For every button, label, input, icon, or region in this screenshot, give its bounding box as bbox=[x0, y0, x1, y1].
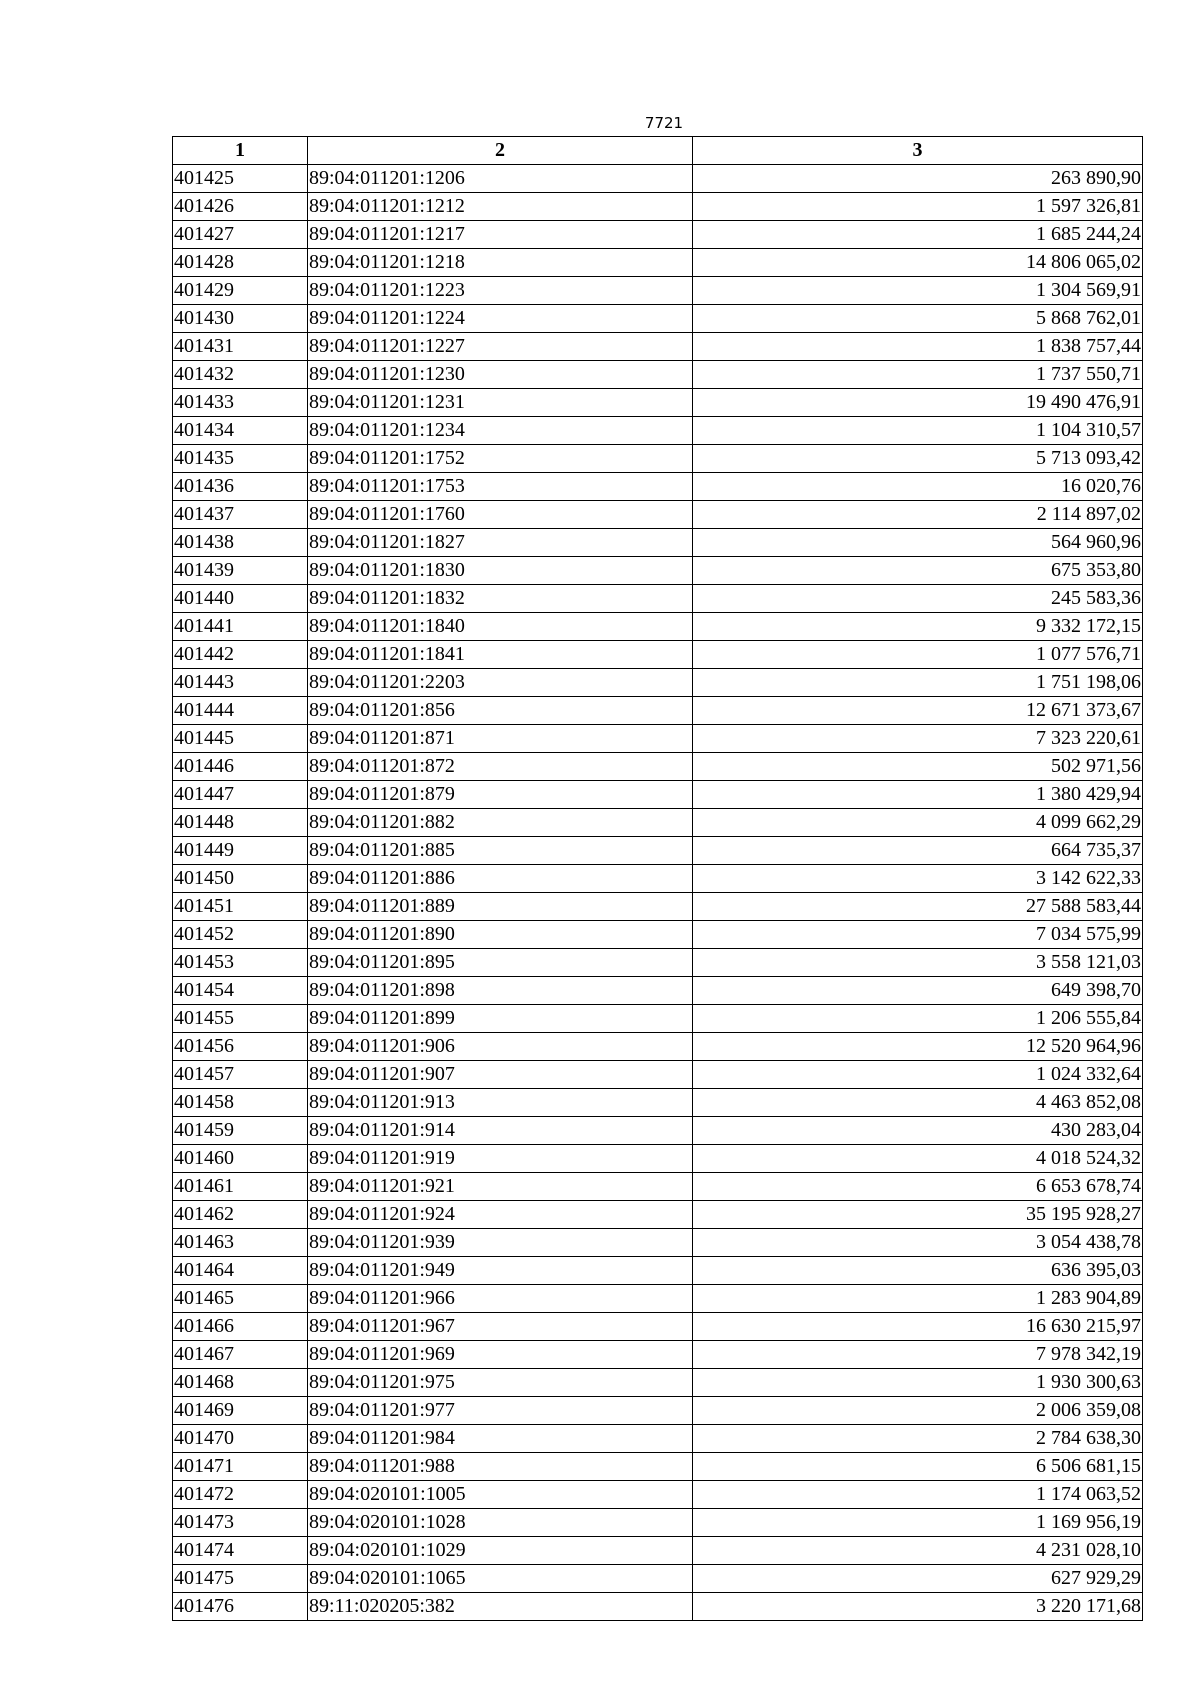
value-cell: 3 558 121,03 bbox=[693, 949, 1143, 977]
cadastral-number-cell: 89:04:011201:1840 bbox=[308, 613, 693, 641]
row-number-cell: 401460 bbox=[173, 1145, 308, 1173]
row-number-cell: 401450 bbox=[173, 865, 308, 893]
row-number-cell: 401436 bbox=[173, 473, 308, 501]
table-row bbox=[173, 473, 1143, 501]
row-number-cell: 401470 bbox=[173, 1425, 308, 1453]
row-number-cell: 401466 bbox=[173, 1313, 308, 1341]
cadastral-number-cell: 89:04:011201:1218 bbox=[308, 249, 693, 277]
table-row bbox=[173, 1425, 1143, 1453]
cadastral-number-cell: 89:04:011201:921 bbox=[308, 1173, 693, 1201]
value-cell: 1 685 244,24 bbox=[693, 221, 1143, 249]
row-number-cell: 401454 bbox=[173, 977, 308, 1005]
value-cell: 1 838 757,44 bbox=[693, 333, 1143, 361]
value-cell: 27 588 583,44 bbox=[693, 893, 1143, 921]
value-cell: 12 671 373,67 bbox=[693, 697, 1143, 725]
row-number-cell: 401444 bbox=[173, 697, 308, 725]
value-cell: 2 006 359,08 bbox=[693, 1397, 1143, 1425]
cadastral-number-cell: 89:04:011201:1234 bbox=[308, 417, 693, 445]
table-row bbox=[173, 1285, 1143, 1313]
value-cell: 2 114 897,02 bbox=[693, 501, 1143, 529]
table-header-row bbox=[173, 137, 1143, 165]
page-number: 7721 bbox=[644, 114, 684, 132]
cadastral-number-cell: 89:04:011201:1217 bbox=[308, 221, 693, 249]
row-number-cell: 401456 bbox=[173, 1033, 308, 1061]
row-number-cell: 401462 bbox=[173, 1201, 308, 1229]
cadastral-number-cell: 89:04:011201:924 bbox=[308, 1201, 693, 1229]
row-number-cell: 401468 bbox=[173, 1369, 308, 1397]
value-cell: 7 323 220,61 bbox=[693, 725, 1143, 753]
row-number-cell: 401476 bbox=[173, 1593, 308, 1621]
cadastral-number-cell: 89:04:011201:1752 bbox=[308, 445, 693, 473]
row-number-cell: 401442 bbox=[173, 641, 308, 669]
value-cell: 12 520 964,96 bbox=[693, 1033, 1143, 1061]
table-row bbox=[173, 1033, 1143, 1061]
cadastral-number-cell: 89:04:011201:1223 bbox=[308, 277, 693, 305]
row-number-cell: 401461 bbox=[173, 1173, 308, 1201]
value-cell: 675 353,80 bbox=[693, 557, 1143, 585]
cadastral-number-cell: 89:04:011201:969 bbox=[308, 1341, 693, 1369]
row-number-cell: 401437 bbox=[173, 501, 308, 529]
cadastral-number-cell: 89:11:020205:382 bbox=[308, 1593, 693, 1621]
table-row bbox=[173, 1061, 1143, 1089]
row-number-cell: 401473 bbox=[173, 1509, 308, 1537]
value-cell: 1 930 300,63 bbox=[693, 1369, 1143, 1397]
row-number-cell: 401431 bbox=[173, 333, 308, 361]
table-row bbox=[173, 753, 1143, 781]
value-cell: 627 929,29 bbox=[693, 1565, 1143, 1593]
row-number-cell: 401447 bbox=[173, 781, 308, 809]
table-row bbox=[173, 1145, 1143, 1173]
row-number-cell: 401439 bbox=[173, 557, 308, 585]
table-row bbox=[173, 277, 1143, 305]
value-cell: 4 018 524,32 bbox=[693, 1145, 1143, 1173]
row-number-cell: 401427 bbox=[173, 221, 308, 249]
row-number-cell: 401445 bbox=[173, 725, 308, 753]
table-row bbox=[173, 1593, 1143, 1621]
value-cell: 4 463 852,08 bbox=[693, 1089, 1143, 1117]
value-cell: 1 024 332,64 bbox=[693, 1061, 1143, 1089]
table-row bbox=[173, 1257, 1143, 1285]
row-number-cell: 401472 bbox=[173, 1481, 308, 1509]
row-number-cell: 401440 bbox=[173, 585, 308, 613]
cadastral-number-cell: 89:04:011201:856 bbox=[308, 697, 693, 725]
cadastral-number-cell: 89:04:011201:1224 bbox=[308, 305, 693, 333]
row-number-cell: 401443 bbox=[173, 669, 308, 697]
value-cell: 1 283 904,89 bbox=[693, 1285, 1143, 1313]
cadastral-number-cell: 89:04:011201:1760 bbox=[308, 501, 693, 529]
row-number-cell: 401430 bbox=[173, 305, 308, 333]
value-cell: 1 174 063,52 bbox=[693, 1481, 1143, 1509]
row-number-cell: 401455 bbox=[173, 1005, 308, 1033]
value-cell: 1 304 569,91 bbox=[693, 277, 1143, 305]
value-cell: 1 380 429,94 bbox=[693, 781, 1143, 809]
table-row bbox=[173, 641, 1143, 669]
cadastral-number-cell: 89:04:011201:1832 bbox=[308, 585, 693, 613]
row-number-cell: 401452 bbox=[173, 921, 308, 949]
cadastral-number-cell: 89:04:011201:879 bbox=[308, 781, 693, 809]
cadastral-number-cell: 89:04:011201:886 bbox=[308, 865, 693, 893]
cadastral-number-cell: 89:04:011201:898 bbox=[308, 977, 693, 1005]
row-number-cell: 401441 bbox=[173, 613, 308, 641]
cadastral-number-cell: 89:04:011201:919 bbox=[308, 1145, 693, 1173]
table-row bbox=[173, 1117, 1143, 1145]
value-cell: 664 735,37 bbox=[693, 837, 1143, 865]
value-cell: 14 806 065,02 bbox=[693, 249, 1143, 277]
row-number-cell: 401471 bbox=[173, 1453, 308, 1481]
value-cell: 6 506 681,15 bbox=[693, 1453, 1143, 1481]
row-number-cell: 401457 bbox=[173, 1061, 308, 1089]
row-number-cell: 401448 bbox=[173, 809, 308, 837]
value-cell: 19 490 476,91 bbox=[693, 389, 1143, 417]
table-row bbox=[173, 585, 1143, 613]
table-row bbox=[173, 1341, 1143, 1369]
cadastral-number-cell: 89:04:011201:1231 bbox=[308, 389, 693, 417]
table-row bbox=[173, 697, 1143, 725]
cadastral-number-cell: 89:04:020101:1028 bbox=[308, 1509, 693, 1537]
table-row bbox=[173, 1537, 1143, 1565]
cadastral-number-cell: 89:04:011201:885 bbox=[308, 837, 693, 865]
cadastral-number-cell: 89:04:020101:1005 bbox=[308, 1481, 693, 1509]
cadastral-number-cell: 89:04:011201:907 bbox=[308, 1061, 693, 1089]
value-cell: 9 332 172,15 bbox=[693, 613, 1143, 641]
value-cell: 5 713 093,42 bbox=[693, 445, 1143, 473]
value-cell: 16 020,76 bbox=[693, 473, 1143, 501]
row-number-cell: 401474 bbox=[173, 1537, 308, 1565]
value-cell: 7 034 575,99 bbox=[693, 921, 1143, 949]
table-row bbox=[173, 1089, 1143, 1117]
table-row bbox=[173, 249, 1143, 277]
table-row bbox=[173, 1229, 1143, 1257]
cadastral-number-cell: 89:04:011201:1227 bbox=[308, 333, 693, 361]
table-row bbox=[173, 557, 1143, 585]
cadastral-number-cell: 89:04:011201:939 bbox=[308, 1229, 693, 1257]
table-row bbox=[173, 949, 1143, 977]
value-cell: 1 737 550,71 bbox=[693, 361, 1143, 389]
cadastral-number-cell: 89:04:011201:984 bbox=[308, 1425, 693, 1453]
table-row bbox=[173, 165, 1143, 193]
table-row bbox=[173, 781, 1143, 809]
table-row bbox=[173, 417, 1143, 445]
table-row bbox=[173, 977, 1143, 1005]
cadastral-number-cell: 89:04:011201:890 bbox=[308, 921, 693, 949]
table-row bbox=[173, 893, 1143, 921]
table-row bbox=[173, 1005, 1143, 1033]
column-header-2: 2 bbox=[308, 137, 693, 165]
value-cell: 7 978 342,19 bbox=[693, 1341, 1143, 1369]
cadastral-number-cell: 89:04:011201:988 bbox=[308, 1453, 693, 1481]
cadastral-number-cell: 89:04:011201:2203 bbox=[308, 669, 693, 697]
row-number-cell: 401459 bbox=[173, 1117, 308, 1145]
cadastral-number-cell: 89:04:011201:1212 bbox=[308, 193, 693, 221]
row-number-cell: 401425 bbox=[173, 165, 308, 193]
table-row bbox=[173, 725, 1143, 753]
table-row bbox=[173, 1453, 1143, 1481]
table-row bbox=[173, 501, 1143, 529]
table-row bbox=[173, 221, 1143, 249]
row-number-cell: 401451 bbox=[173, 893, 308, 921]
table-row bbox=[173, 669, 1143, 697]
value-cell: 16 630 215,97 bbox=[693, 1313, 1143, 1341]
table-row bbox=[173, 1565, 1143, 1593]
value-cell: 564 960,96 bbox=[693, 529, 1143, 557]
table-row bbox=[173, 1201, 1143, 1229]
cadastral-number-cell: 89:04:011201:1841 bbox=[308, 641, 693, 669]
cadastral-number-cell: 89:04:011201:975 bbox=[308, 1369, 693, 1397]
row-number-cell: 401428 bbox=[173, 249, 308, 277]
table-row bbox=[173, 865, 1143, 893]
cadastral-number-cell: 89:04:020101:1065 bbox=[308, 1565, 693, 1593]
column-header-3: 3 bbox=[693, 137, 1143, 165]
value-cell: 1 206 555,84 bbox=[693, 1005, 1143, 1033]
value-cell: 1 169 956,19 bbox=[693, 1509, 1143, 1537]
table-row bbox=[173, 389, 1143, 417]
cadastral-number-cell: 89:04:011201:889 bbox=[308, 893, 693, 921]
row-number-cell: 401438 bbox=[173, 529, 308, 557]
table-row bbox=[173, 305, 1143, 333]
row-number-cell: 401435 bbox=[173, 445, 308, 473]
value-cell: 6 653 678,74 bbox=[693, 1173, 1143, 1201]
table-row bbox=[173, 1313, 1143, 1341]
row-number-cell: 401465 bbox=[173, 1285, 308, 1313]
table-row bbox=[173, 1509, 1143, 1537]
cadastral-number-cell: 89:04:020101:1029 bbox=[308, 1537, 693, 1565]
table-row bbox=[173, 1481, 1143, 1509]
cadastral-number-cell: 89:04:011201:1827 bbox=[308, 529, 693, 557]
row-number-cell: 401434 bbox=[173, 417, 308, 445]
value-cell: 1 597 326,81 bbox=[693, 193, 1143, 221]
row-number-cell: 401469 bbox=[173, 1397, 308, 1425]
cadastral-number-cell: 89:04:011201:966 bbox=[308, 1285, 693, 1313]
cadastral-number-cell: 89:04:011201:1830 bbox=[308, 557, 693, 585]
table-row bbox=[173, 1397, 1143, 1425]
table-row bbox=[173, 837, 1143, 865]
table-row bbox=[173, 1369, 1143, 1397]
table-body bbox=[173, 165, 1143, 1621]
value-cell: 649 398,70 bbox=[693, 977, 1143, 1005]
table-row bbox=[173, 361, 1143, 389]
row-number-cell: 401426 bbox=[173, 193, 308, 221]
value-cell: 245 583,36 bbox=[693, 585, 1143, 613]
cadastral-number-cell: 89:04:011201:906 bbox=[308, 1033, 693, 1061]
row-number-cell: 401458 bbox=[173, 1089, 308, 1117]
value-cell: 430 283,04 bbox=[693, 1117, 1143, 1145]
table-row bbox=[173, 445, 1143, 473]
value-cell: 636 395,03 bbox=[693, 1257, 1143, 1285]
cadastral-number-cell: 89:04:011201:882 bbox=[308, 809, 693, 837]
cadastral-number-cell: 89:04:011201:899 bbox=[308, 1005, 693, 1033]
row-number-cell: 401467 bbox=[173, 1341, 308, 1369]
row-number-cell: 401449 bbox=[173, 837, 308, 865]
cadastral-number-cell: 89:04:011201:871 bbox=[308, 725, 693, 753]
cadastral-number-cell: 89:04:011201:1753 bbox=[308, 473, 693, 501]
value-cell: 1 104 310,57 bbox=[693, 417, 1143, 445]
value-cell: 1 751 198,06 bbox=[693, 669, 1143, 697]
row-number-cell: 401475 bbox=[173, 1565, 308, 1593]
cadastral-number-cell: 89:04:011201:949 bbox=[308, 1257, 693, 1285]
value-cell: 263 890,90 bbox=[693, 165, 1143, 193]
row-number-cell: 401464 bbox=[173, 1257, 308, 1285]
cadastral-number-cell: 89:04:011201:914 bbox=[308, 1117, 693, 1145]
value-cell: 3 142 622,33 bbox=[693, 865, 1143, 893]
row-number-cell: 401453 bbox=[173, 949, 308, 977]
cadastral-number-cell: 89:04:011201:895 bbox=[308, 949, 693, 977]
value-cell: 5 868 762,01 bbox=[693, 305, 1143, 333]
data-table bbox=[172, 136, 1143, 1621]
row-number-cell: 401463 bbox=[173, 1229, 308, 1257]
cadastral-number-cell: 89:04:011201:913 bbox=[308, 1089, 693, 1117]
table-row bbox=[173, 613, 1143, 641]
cadastral-number-cell: 89:04:011201:1206 bbox=[308, 165, 693, 193]
cadastral-number-cell: 89:04:011201:977 bbox=[308, 1397, 693, 1425]
value-cell: 4 231 028,10 bbox=[693, 1537, 1143, 1565]
column-header-1: 1 bbox=[173, 137, 308, 165]
row-number-cell: 401432 bbox=[173, 361, 308, 389]
row-number-cell: 401446 bbox=[173, 753, 308, 781]
table-row bbox=[173, 333, 1143, 361]
value-cell: 1 077 576,71 bbox=[693, 641, 1143, 669]
table-row bbox=[173, 193, 1143, 221]
value-cell: 2 784 638,30 bbox=[693, 1425, 1143, 1453]
value-cell: 35 195 928,27 bbox=[693, 1201, 1143, 1229]
table-row bbox=[173, 809, 1143, 837]
table-row bbox=[173, 529, 1143, 557]
row-number-cell: 401433 bbox=[173, 389, 308, 417]
cadastral-number-cell: 89:04:011201:967 bbox=[308, 1313, 693, 1341]
cadastral-number-cell: 89:04:011201:1230 bbox=[308, 361, 693, 389]
cadastral-number-cell: 89:04:011201:872 bbox=[308, 753, 693, 781]
table-row bbox=[173, 1173, 1143, 1201]
value-cell: 502 971,56 bbox=[693, 753, 1143, 781]
value-cell: 4 099 662,29 bbox=[693, 809, 1143, 837]
value-cell: 3 220 171,68 bbox=[693, 1593, 1143, 1621]
value-cell: 3 054 438,78 bbox=[693, 1229, 1143, 1257]
table-row bbox=[173, 921, 1143, 949]
row-number-cell: 401429 bbox=[173, 277, 308, 305]
